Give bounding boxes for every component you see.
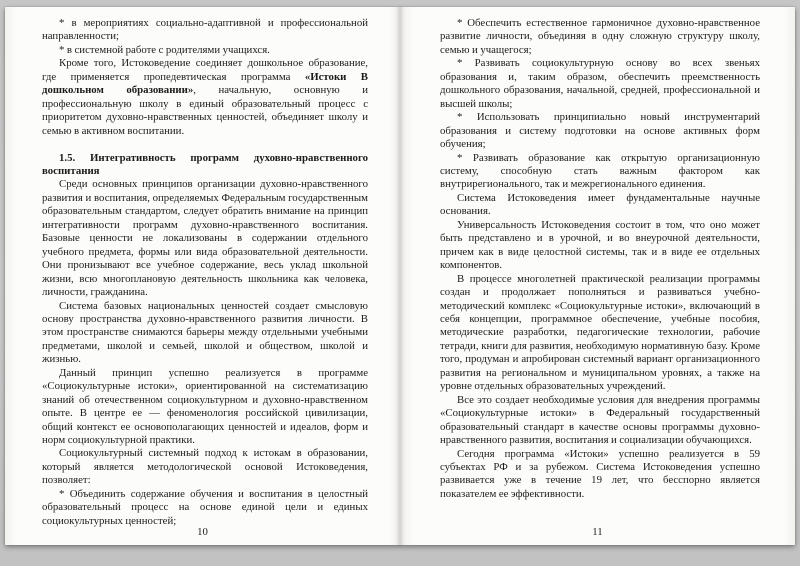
- page-number-left: 10: [197, 526, 208, 538]
- page-right-text: [440, 17, 760, 501]
- book-spread: [5, 7, 795, 545]
- paragraph: Данный принцип успешно реализуется в программе «Социокультурные истоки», ориентированной на систематизацию знаний об отечественном социокультурном и духовно-нравственном опыте. В центре ее — феноменология российской цивилизации, общий контекст ее основополагающих ценностей и идеалов, форм и норм социокультурной практики.: [42, 366, 368, 447]
- page-left: [5, 7, 400, 545]
- paragraph: Система Истоковедения имеет фундаментальные научные основания.: [440, 191, 760, 218]
- paragraph: * Обеспечить естественное гармоничное духовно-нравственное развитие личности, объединяя в одну сложную структуру школу, семью и учащегося;: [440, 17, 760, 56]
- paragraph: Среди основных принципов организации духовно-нравственного развития и воспитания, определяемых Федеральным государственным образовательным стандартом, следует обратить внимание на принцип интегративности программ духовно-нравственного воспитания. Базовые ценности не локализованы в содержании отдельного учебного предмета, формы или вида образовательной деятельности. Они пронизывают все учебное содержание, весь уклад школьной жизни, всю многоплановую деятельность школьника как человека, личности, гражданина.: [42, 178, 368, 299]
- paragraph: * Развивать социокультурную основу во всех звеньях образования и, таким образом, обеспечить преемственность дошкольного образования, начальной, средней, профессиональной и высшей школы;: [440, 57, 760, 110]
- paragraph: * в системной работе с родителями учащихся.: [59, 43, 270, 56]
- page-number-right: 11: [592, 526, 603, 538]
- paragraph: Универсальность Истоковедения состоит в том, что оно может быть представлено и в урочной, и во внеурочной деятельности, причем как в виде целостной системы, так и в виде ее отдельных компонентов.: [440, 218, 760, 272]
- paragraph: * в мероприятиях социально-адаптивной и профессиональной направленности;: [42, 17, 368, 43]
- paragraph: Кроме того, Истоковедение соединяет дошкольное образование, где применяется пропедевтическая программа «Истоки В дошкольном образовании», начальную, основную и профессиональную школу в единый образовательный процесс с приоритетом духовно-нравственных ценностей, объединяет школу и семью в активном воспитании.: [42, 57, 369, 137]
- paragraph: * Использовать принципиально новый инструментарий образования и систему подготовки на основе активных форм обучения;: [440, 111, 760, 151]
- paragraph: В процессе многолетней практической реализации программы создан и продолжает пополняться и развиваться учебно-методический комплекс «Социокультурные истоки», включающий в себя концепции, программное обеспечение, учебные пособия, методические разработки, педагогические технологии, рабочие тетради, книги для развития, необходимую нормативную базу. Кроме того, продуман и апробирован системный вариант организационного развития на региональном и муниципальном уровнях, а также на уровне отдельных образовательных учреждений.: [440, 272, 760, 393]
- paragraph: Система базовых национальных ценностей создает смысловую основу пространства духовно-нравственного развития личности. В этом пространстве снимаются барьеры между отдельными учебными предметами, школой и семьей, школой и обществом, школой и жизнью.: [42, 299, 368, 366]
- page-left-text: [42, 17, 368, 528]
- paragraph: * Развивать образование как открытую организационную систему, способную стать важным фактором как внутрирегионального, так и межрегионального единения.: [440, 151, 760, 191]
- section-heading: 1.5. Интегративность программ духовно-нравственного воспитания: [42, 151, 368, 177]
- page-right: [400, 7, 795, 545]
- paragraph: Социокультурный системный подход к истокам в образовании, который является методологической основой Истоковедения, позволяет:: [42, 447, 368, 487]
- paragraph: * Объединить содержание обучения и воспитания в целостный образовательный процесс на основе единой цели и единых социокультурных ценностей;: [42, 487, 368, 527]
- paragraph: Все это создает необходимые условия для внедрения программы «Социокультурные истоки» в Федеральный государственный образовательный стандарт в качестве основы программы духовно-нравственного развития, воспитания и социализации обучающихся.: [440, 393, 760, 447]
- paragraph: Сегодня программа «Истоки» успешно реализуется в 59 субъектах РФ и за рубежом. Система Истоковедения успешно развивается уже в течение 19 лет, что бесспорно является показателем ее эффективности.: [440, 447, 760, 500]
